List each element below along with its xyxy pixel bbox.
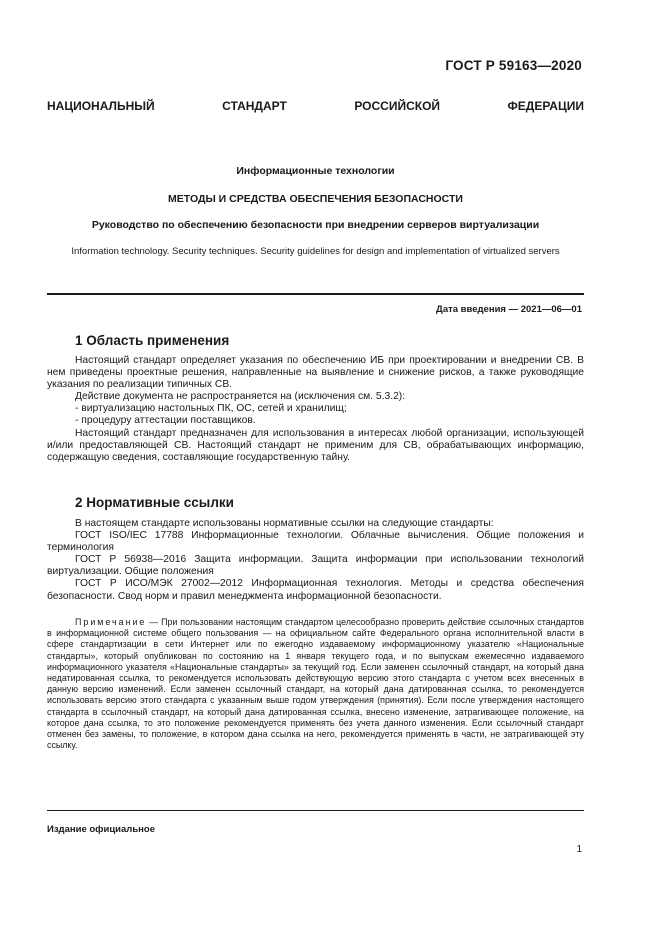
reference-item: ГОСТ Р ИСО/МЭК 27002—2012 Информационная технология. Методы и средства обеспечения безопасности. Свод норм и правил менеджмента информационной безопасности. <box>47 578 584 602</box>
edition-label: Издание официальное <box>47 824 155 835</box>
title-divider <box>47 293 584 295</box>
note-label: Примечание <box>75 617 147 627</box>
paragraph: Действие документа не распространяется на (исключения см. 5.3.2): <box>75 391 406 403</box>
reference-item: ГОСТ Р 56938—2016 Защита информации. Защита информации при использовании технологий виртуализации. Общие положения <box>47 554 584 578</box>
section-2-heading: 2 Нормативные ссылки <box>75 495 234 510</box>
section-1-heading: 1 Область применения <box>75 333 230 348</box>
section-2-body <box>47 518 584 603</box>
paragraph: В настоящем стандарте использованы нормативные ссылки на следующие стандарты: <box>75 518 494 529</box>
list-item: - процедуру аттестации поставщиков. <box>75 415 256 427</box>
page-number: 1 <box>576 844 582 855</box>
footer-divider <box>47 810 584 811</box>
note-block <box>47 617 584 751</box>
list-item: - виртуализацию настольных ПК, ОС, сетей и хранилищ; <box>75 403 347 415</box>
standard-code: ГОСТ Р 59163—2020 <box>445 58 582 73</box>
paragraph: Настоящий стандарт определяет указания по обеспечению ИБ при проектировании и внедрении СВ. В нем приведены проектные решения, направленные на выявление и снижение рисков, а также руководящие указания по реализации типичных СВ. <box>47 355 584 391</box>
english-title: Information technology. Security techniques. Security guidelines for design and implementation of virtualized servers <box>71 246 560 257</box>
title-line-1: Информационные технологии <box>236 165 395 177</box>
note-text: — При пользовании настоящим стандартом целесообразно проверить действие ссылочных стандартов в информационной системе общего пользования — на официальном сайте Федерального органа исполнительной власти в сфере стандартизации в сети Интернет или по ежегодно издаваемому информационному указателю «Национальные стандарты», который опубликован по состоянию на 1 января текущего года, и по выпускам ежемесячно издаваемого информационного указателя «Национальные стандарты» за текущий год. Если заменен ссылочный стандарт, на который дана недатированная ссылка, то рекомендуется использовать действующую версию этого стандарта с учетом всех внесенных в данную версию изменений. Если заменен ссылочный стандарт, на который дана датированная ссылка, то рекомендуется использовать версию этого стандарта с указанным выше годом утверждения (принятия). Если после утверждения настоящего стандарта в ссылочный стандарт, на который дана датированная ссылка, внесено изменение, затрагивающее положение, на которое дана ссылка, то это положение рекомендуется применять без учета данного изменения. Если ссылочный стандарт отменен без замены, то положение, в котором дана ссылка на него, рекомендуется применять в части, не затрагивающей эту ссылку. <box>47 617 584 751</box>
title-line-2: МЕТОДЫ И СРЕДСТВА ОБЕСПЕЧЕНИЯ БЕЗОПАСНОСТИ <box>168 193 463 205</box>
introduction-date: Дата введения — 2021—06—01 <box>436 304 582 315</box>
note-paragraph <box>47 617 584 751</box>
paragraph: Настоящий стандарт предназначен для использования в интересах любой организации, использующей и/или предоставляющей СВ. Настоящий стандарт не применим для СВ, обрабатывающих информацию, содержащую сведения, составляющие государственную тайну. <box>47 427 584 463</box>
national-standard-title: НАЦИОНАЛЬНЫЙ СТАНДАРТ РОССИЙСКОЙ ФЕДЕРАЦИИ <box>47 99 584 113</box>
title-line-3: Руководство по обеспечению безопасности при внедрении серверов виртуализации <box>91 219 540 231</box>
section-1-body <box>47 355 584 464</box>
reference-item: ГОСТ ISO/IEC 17788 Информационные технологии. Облачные вычисления. Общие положения и терминология <box>47 530 584 554</box>
